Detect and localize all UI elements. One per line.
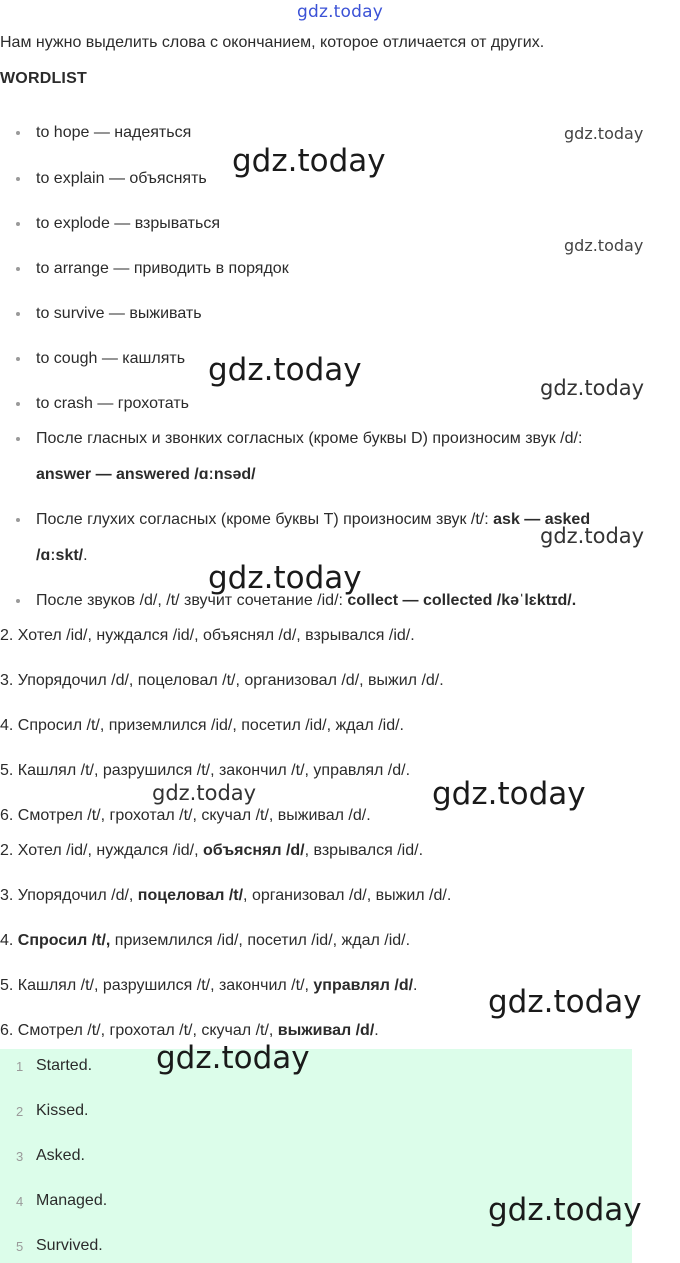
rule-dt-example: collect — collected /kəˈlɛktɪd/. — [347, 592, 577, 609]
answer-line: 5. Кашлял /t/, разрушился /t/, закончил /t/, управлял /d/. — [0, 762, 411, 779]
answer-number: 5 — [16, 1239, 24, 1254]
odd-word: объяснял /d/ — [203, 842, 305, 859]
odd-word: поцеловал /t/ — [137, 887, 244, 904]
bullet-icon — [16, 402, 20, 406]
answer-number: 4 — [16, 1194, 24, 1209]
wordlist-item: to explode — взрываться — [36, 215, 220, 232]
line-part: приземлился /id/, посетил /id/, ждал /id/. — [110, 932, 411, 949]
line-part: . — [413, 977, 418, 994]
watermark: gdz.today — [152, 781, 257, 805]
wordlist-item: to cough — кашлять — [36, 350, 186, 367]
highlight-line — [0, 977, 418, 995]
highlight-line — [0, 887, 451, 905]
answer-number: 3 — [16, 1149, 24, 1164]
watermark: gdz.today — [208, 352, 362, 388]
rule-voiceless-example: ask — asked — [493, 511, 591, 528]
watermark: gdz.today — [156, 1040, 310, 1076]
line-part: 6. Смотрел /t/, грохотал /t/, скучал /t/, — [0, 1022, 278, 1039]
answer-number: 2 — [16, 1104, 24, 1119]
highlight-line — [0, 842, 423, 860]
rule-voiced: После гласных и звонких согласных (кроме буквы D) произносим звук /d/: — [36, 430, 583, 447]
answer-text: Kissed. — [36, 1102, 89, 1119]
answer-text: Survived. — [36, 1237, 103, 1254]
line-part: . — [374, 1022, 379, 1039]
wordlist-item: to arrange — приводить в порядок — [36, 260, 289, 277]
intro-text: Нам нужно выделить слова с окончанием, которое отличается от других. — [0, 34, 545, 51]
odd-word: управлял /d/ — [313, 977, 414, 994]
watermark: gdz.today — [540, 524, 645, 548]
answer-line: 6. Смотрел /t/, грохотал /t/, скучал /t/, выживал /d/. — [0, 807, 371, 824]
line-part: , организовал /d/, выжил /d/. — [243, 887, 452, 904]
rule-voiced-example: answer — answered /ɑːnsəd/ — [36, 466, 256, 483]
line-part: 4. — [0, 932, 18, 949]
answer-number: 1 — [16, 1059, 24, 1074]
watermark: gdz.today — [488, 1192, 642, 1228]
line-part: 5. Кашлял /t/, разрушился /t/, закончил /t/, — [0, 977, 314, 994]
rule-voiceless-transcription: /ɑːskt/ — [36, 547, 84, 564]
watermark: gdz.today — [232, 143, 386, 179]
answer-line: 2. Хотел /id/, нуждался /id/, объяснял /d/, взрывался /id/. — [0, 627, 415, 644]
bullet-icon — [16, 131, 20, 135]
bullet-icon — [16, 437, 20, 441]
watermark: gdz.today — [208, 560, 362, 596]
line-part: 3. Упорядочил /d/, — [0, 887, 138, 904]
bullet-icon — [16, 518, 20, 522]
highlight-line — [0, 1022, 379, 1040]
wordlist-item: to crash — грохотать — [36, 395, 189, 412]
wordlist-item: to survive — выживать — [36, 305, 202, 322]
watermark: gdz.today — [540, 376, 645, 400]
answer-line: 3. Упорядочил /d/, поцеловал /t/, организовал /d/, выжил /d/. — [0, 672, 444, 689]
wordlist-heading: WORDLIST — [0, 70, 87, 87]
site-logo[interactable]: gdz.today — [296, 2, 384, 22]
wordlist-item: to explain — объяснять — [36, 170, 207, 187]
odd-word: выживал /d/ — [277, 1022, 375, 1039]
watermark: gdz.today — [564, 236, 644, 255]
bullet-icon — [16, 267, 20, 271]
highlight-line — [0, 932, 410, 950]
bullet-icon — [16, 177, 20, 181]
answers-box — [0, 1049, 632, 1263]
bullet-icon — [16, 599, 20, 603]
wordlist-item: to hope — надеяться — [36, 124, 192, 141]
answer-text: Started. — [36, 1057, 93, 1074]
rule-voiceless — [36, 511, 590, 529]
odd-word: Спросил /t/, — [17, 932, 111, 949]
line-part: , взрывался /id/. — [304, 842, 424, 859]
rule-voiceless-end: . — [83, 547, 88, 564]
bullet-icon — [16, 357, 20, 361]
rule-voiceless-text: После глухих согласных (кроме буквы T) произносим звук /t/: — [36, 511, 494, 528]
watermark: gdz.today — [432, 776, 586, 812]
bullet-icon — [16, 222, 20, 226]
line-part: 2. Хотел /id/, нуждался /id/, — [0, 842, 203, 859]
bullet-icon — [16, 312, 20, 316]
answer-text: Asked. — [36, 1147, 85, 1164]
answer-line: 4. Спросил /t/, приземлился /id/, посетил /id/, ждал /id/. — [0, 717, 404, 734]
answer-text: Managed. — [36, 1192, 108, 1209]
rule-voiceless-line2 — [36, 547, 88, 565]
watermark: gdz.today — [488, 984, 642, 1020]
watermark: gdz.today — [564, 124, 644, 143]
rule-dt-text: После звуков /d/, /t/ звучит сочетание /id/: — [36, 592, 348, 609]
